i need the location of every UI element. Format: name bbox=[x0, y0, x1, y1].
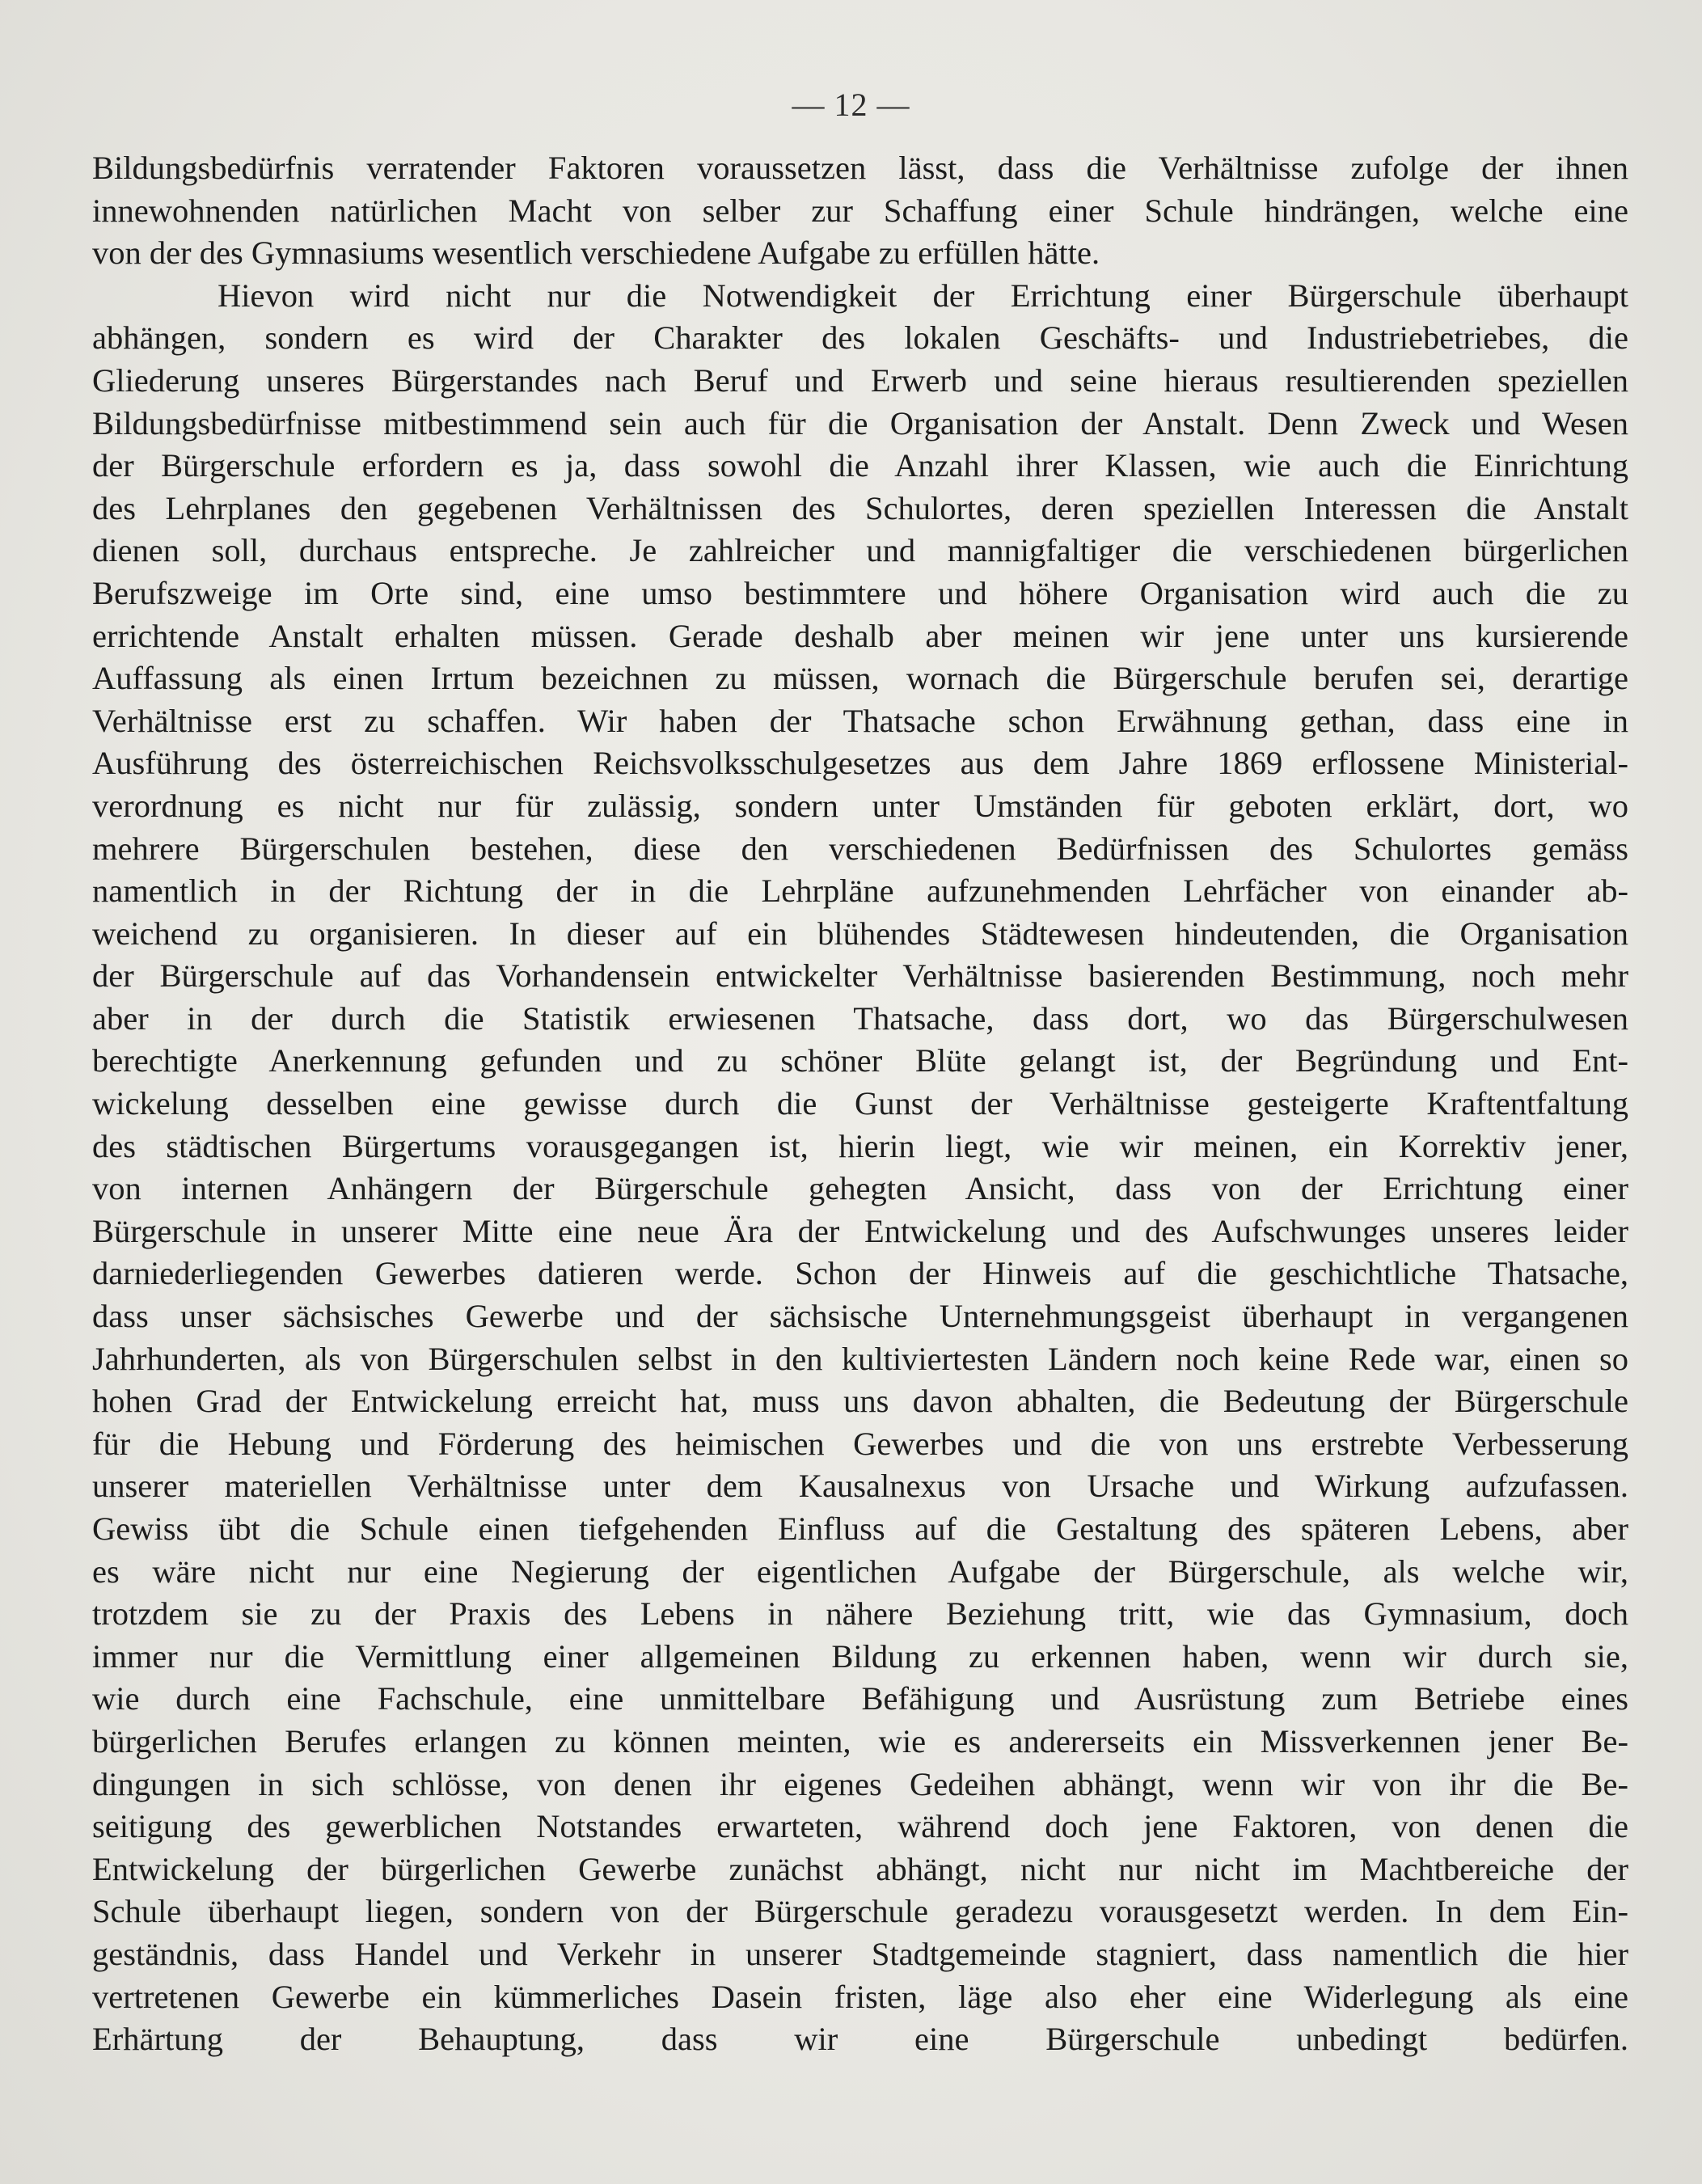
text-line: Schule überhaupt liegen, sondern von der Bürgerschule geradezu vorausgesetzt werden. In dem Ein- bbox=[92, 1893, 1628, 1930]
text-line: wie durch eine Fachschule, eine unmittelbare Befähigung und Ausrüstung zum Betriebe eines bbox=[92, 1680, 1628, 1717]
text-line: Berufszweige im Orte sind, eine umso bestimmtere und höhere Organisation wird auch die zu bbox=[92, 574, 1628, 611]
text-line: dienen soll, durchaus entspreche. Je zahlreicher und mannigfaltiger die verschiedenen bürgerlichen bbox=[92, 532, 1628, 569]
text-line: Verhältnisse erst zu schaffen. Wir haben der Thatsache schon Erwähnung gethan, dass eine in bbox=[92, 702, 1628, 739]
text-line: Gliederung unseres Bürgerstandes nach Beruf und Erwerb und seine hieraus resultierenden speziellen bbox=[92, 361, 1628, 399]
text-line: abhängen, sondern es wird der Charakter des lokalen Geschäfts- und Industriebetriebes, die bbox=[92, 319, 1628, 357]
text-line: von der des Gymnasiums wesentlich verschiedene Aufgabe zu erfüllen hätte. bbox=[92, 234, 1100, 272]
page-number: — 12 — bbox=[792, 87, 910, 123]
text-line: berechtigte Anerkennung gefunden und zu schöner Blüte gelangt ist, der Begründung und Ent- bbox=[92, 1042, 1628, 1079]
text-line: bürgerlichen Berufes erlangen zu können meinten, wie es andererseits ein Missverkennen jener Be- bbox=[92, 1722, 1628, 1759]
text-line: für die Hebung und Förderung des heimischen Gewerbes und die von uns erstrebte Verbesserung bbox=[92, 1425, 1628, 1462]
text-line: vertretenen Gewerbe ein kümmerliches Dasein fristen, läge also eher eine Widerlegung als eine bbox=[92, 1978, 1628, 2015]
text-line: innewohnenden natürlichen Macht von selber zur Schaffung einer Schule hindrängen, welche eine bbox=[92, 192, 1628, 229]
text-line: von internen Anhängern der Bürgerschule gehegten Ansicht, dass von der Errichtung einer bbox=[92, 1170, 1628, 1207]
text-line: der Bürgerschule auf das Vorhandensein entwickelter Verhältnisse basierenden Bestimmung, noch mehr bbox=[92, 957, 1628, 995]
text-line: hohen Grad der Entwickelung erreicht hat, muss uns davon abhalten, die Bedeutung der Bürgerschule bbox=[92, 1383, 1628, 1420]
text-line: namentlich in der Richtung der in die Lehrpläne aufzunehmenden Lehrfächer von einander ab- bbox=[92, 872, 1628, 910]
text-line: Erhärtung der Behauptung, dass wir eine Bürgerschule unbedingt bedürfen. bbox=[92, 2021, 1628, 2058]
text-line: der Bürgerschule erfordern es ja, dass sowohl die Anzahl ihrer Klassen, wie auch die Einrichtung bbox=[92, 447, 1628, 484]
text-line: verordnung es nicht nur für zulässig, sondern unter Umständen für geboten erklärt, dort, wo bbox=[92, 787, 1628, 824]
text-line: es wäre nicht nur eine Negierung der eigentlichen Aufgabe der Bürgerschule, als welche wir, bbox=[92, 1552, 1628, 1590]
text-line: unserer materiellen Verhältnisse unter dem Kausalnexus von Ursache und Wirkung aufzufassen. bbox=[92, 1468, 1628, 1505]
text-line: mehrere Bürgerschulen bestehen, diese den verschiedenen Bedürfnissen des Schulortes gemäss bbox=[92, 830, 1628, 867]
text-line: dass unser sächsisches Gewerbe und der sächsische Unternehmungsgeist überhaupt in vergangenen bbox=[92, 1298, 1628, 1335]
text-line: darniederliegenden Gewerbes datieren werde. Schon der Hinweis auf die geschichtliche Thatsache, bbox=[92, 1255, 1628, 1292]
text-line: Ausführung des österreichischen Reichsvolksschulgesetzes aus dem Jahre 1869 erflossene Ministerial- bbox=[92, 745, 1628, 782]
text-line: weichend zu organisieren. In dieser auf ein blühendes Städtewesen hindeutenden, die Organisation bbox=[92, 915, 1628, 952]
text-line: dingungen in sich schlösse, von denen ihr eigenes Gedeihen abhängt, wenn wir von ihr die Be- bbox=[92, 1765, 1628, 1802]
body-text bbox=[92, 147, 1628, 2103]
text-line: des städtischen Bürgertums vorausgegangen ist, hierin liegt, wie wir meinen, ein Korrektiv jener, bbox=[92, 1127, 1628, 1164]
text-line: seitigung des gewerblichen Notstandes erwarteten, während doch jene Faktoren, von denen die bbox=[92, 1808, 1628, 1845]
text-line: Entwickelung der bürgerlichen Gewerbe zunächst abhängt, nicht nur nicht im Machtbereiche der bbox=[92, 1850, 1628, 1887]
text-line: des Lehrplanes den gegebenen Verhältnissen des Schulortes, deren speziellen Interessen die Anstalt bbox=[92, 489, 1628, 526]
text-line: geständnis, dass Handel und Verkehr in unserer Stadtgemeinde stagniert, dass namentlich die hier bbox=[92, 1935, 1628, 1972]
text-line: Bildungsbedürfnisse mitbestimmend sein auch für die Organisation der Anstalt. Denn Zweck und Wesen bbox=[92, 404, 1628, 441]
text-line: Jahrhunderten, als von Bürgerschulen selbst in den kultiviertesten Ländern noch keine Rede war, einen so bbox=[92, 1340, 1628, 1377]
text-line: trotzdem sie zu der Praxis des Lebens in nähere Beziehung tritt, wie das Gymnasium, doch bbox=[92, 1595, 1628, 1633]
text-line: Hievon wird nicht nur die Notwendigkeit der Errichtung einer Bürgerschule überhaupt bbox=[218, 277, 1628, 314]
text-line bbox=[92, 2061, 1628, 2104]
text-line: Gewiss übt die Schule einen tiefgehenden Einfluss auf die Gestaltung des späteren Lebens, aber bbox=[92, 1510, 1628, 1547]
text-line: Bildungsbedürfnis verratender Faktoren voraussetzen lässt, dass die Verhältnisse zufolge der ihnen bbox=[92, 150, 1628, 186]
text-line: errichtende Anstalt erhalten müssen. Gerade deshalb aber meinen wir jene unter uns kursierende bbox=[92, 617, 1628, 654]
text-line: Bürgerschule in unserer Mitte eine neue Ära der Entwickelung und des Aufschwunges unseres leider bbox=[92, 1212, 1628, 1249]
text-line: aber in der durch die Statistik erwiesenen Thatsache, dass dort, wo das Bürgerschulwesen bbox=[92, 999, 1628, 1037]
text-line: immer nur die Vermittlung einer allgemeinen Bildung zu erkennen haben, wenn wir durch sie, bbox=[92, 1637, 1628, 1675]
text-line: Auffassung als einen Irrtum bezeichnen zu müssen, wornach die Bürgerschule berufen sei, derartige bbox=[92, 660, 1628, 697]
text-line: wickelung desselben eine gewisse durch die Gunst der Verhältnisse gesteigerte Kraftentfaltung bbox=[92, 1085, 1628, 1122]
